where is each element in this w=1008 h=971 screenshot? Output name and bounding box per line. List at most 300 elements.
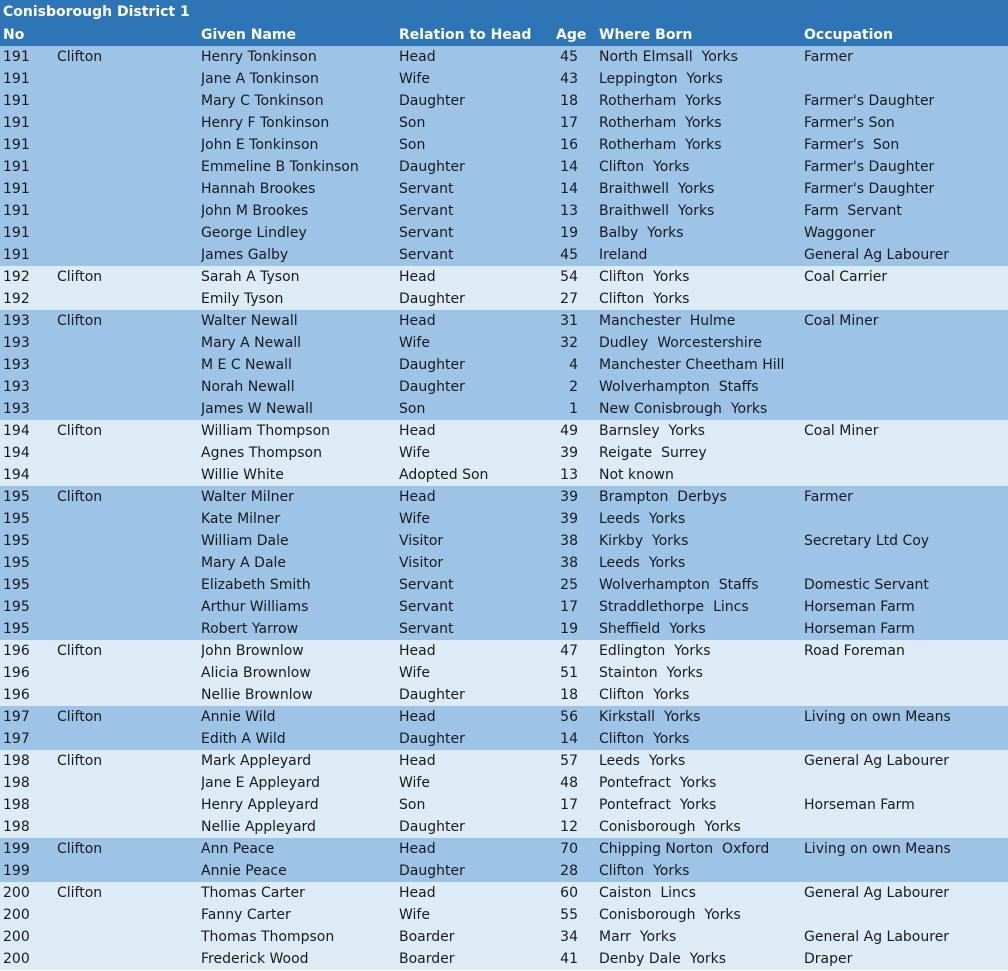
cell-occupation: Farmer's Daughter xyxy=(804,159,935,175)
cell-occupation: Living on own Means xyxy=(804,841,951,857)
cell-relation: Daughter xyxy=(399,863,465,879)
cell-place xyxy=(57,68,197,90)
cell-given-name: Henry F Tonkinson xyxy=(201,115,330,131)
cell-age: 4 xyxy=(569,357,578,373)
cell-age: 18 xyxy=(560,687,578,703)
cell-occupation xyxy=(804,442,1008,464)
cell-relation: Boarder xyxy=(399,951,455,967)
cell-where-born: Clifton Yorks xyxy=(599,159,690,175)
cell-no: 196 xyxy=(3,665,30,681)
cell-place xyxy=(57,288,197,310)
cell-place xyxy=(57,178,197,200)
cell-given-name: Annie Peace xyxy=(201,863,287,879)
cell-age: 25 xyxy=(560,577,578,593)
table-row xyxy=(0,816,1008,838)
cell-occupation xyxy=(804,398,1008,420)
cell-relation: Head xyxy=(399,49,436,65)
cell-place: Clifton xyxy=(57,49,103,65)
cell-where-born: Ireland xyxy=(599,247,648,263)
cell-no: 196 xyxy=(3,687,30,703)
cell-occupation xyxy=(804,288,1008,310)
cell-place: Clifton xyxy=(57,423,103,439)
cell-age: 43 xyxy=(560,71,578,87)
table-row xyxy=(0,178,1008,200)
cell-occupation: Farmer's Daughter xyxy=(804,181,935,197)
cell-occupation: Coal Miner xyxy=(804,313,879,329)
cell-occupation xyxy=(804,904,1008,926)
table-row xyxy=(0,552,1008,574)
cell-no: 195 xyxy=(3,555,30,571)
cell-given-name: Ann Peace xyxy=(201,841,275,857)
cell-relation: Daughter xyxy=(399,687,465,703)
cell-occupation: Coal Miner xyxy=(804,423,879,439)
cell-occupation: Farmer's Son xyxy=(804,137,900,153)
cell-no: 193 xyxy=(3,401,30,417)
table-row xyxy=(0,882,1008,904)
cell-relation: Servant xyxy=(399,247,454,263)
cell-place xyxy=(57,728,197,750)
cell-age: 47 xyxy=(560,643,578,659)
cell-place xyxy=(57,200,197,222)
cell-given-name: Alicia Brownlow xyxy=(201,665,311,681)
cell-given-name: Walter Milner xyxy=(201,489,294,505)
cell-place xyxy=(57,574,197,596)
table-row xyxy=(0,728,1008,750)
cell-where-born: Leeds Yorks xyxy=(599,555,686,571)
cell-place xyxy=(57,904,197,926)
cell-where-born: Balby Yorks xyxy=(599,225,684,241)
cell-no: 195 xyxy=(3,489,30,505)
cell-where-born: Wolverhampton Staffs xyxy=(599,379,759,395)
cell-occupation: General Ag Labourer xyxy=(804,753,950,769)
cell-no: 197 xyxy=(3,731,30,747)
cell-given-name: Arthur Williams xyxy=(201,599,309,615)
cell-no: 191 xyxy=(3,247,30,263)
cell-age: 13 xyxy=(560,467,578,483)
cell-relation: Wife xyxy=(399,335,430,351)
cell-occupation: Living on own Means xyxy=(804,709,951,725)
cell-where-born: Clifton Yorks xyxy=(599,731,690,747)
cell-no: 198 xyxy=(3,797,30,813)
cell-where-born: Pontefract Yorks xyxy=(599,775,717,791)
header-where-born: Where Born xyxy=(599,27,693,43)
cell-occupation xyxy=(804,508,1008,530)
table-row xyxy=(0,926,1008,948)
table-row xyxy=(0,750,1008,772)
cell-no: 191 xyxy=(3,203,30,219)
cell-where-born: Edlington Yorks xyxy=(599,643,711,659)
cell-relation: Wife xyxy=(399,775,430,791)
table-row xyxy=(0,46,1008,68)
cell-no: 195 xyxy=(3,621,30,637)
cell-place xyxy=(57,772,197,794)
cell-place: Clifton xyxy=(57,489,103,505)
cell-no: 192 xyxy=(3,291,30,307)
cell-relation: Daughter xyxy=(399,93,465,109)
cell-no: 191 xyxy=(3,49,30,65)
cell-occupation: Horseman Farm xyxy=(804,797,915,813)
cell-occupation: Farmer's Son xyxy=(804,115,895,131)
cell-age: 19 xyxy=(560,225,578,241)
cell-no: 191 xyxy=(3,181,30,197)
cell-no: 195 xyxy=(3,511,30,527)
cell-age: 54 xyxy=(560,269,578,285)
cell-place xyxy=(57,596,197,618)
cell-occupation: Coal Carrier xyxy=(804,269,888,285)
cell-relation: Wife xyxy=(399,907,430,923)
cell-age: 56 xyxy=(560,709,578,725)
cell-age: 34 xyxy=(560,929,578,945)
cell-given-name: Kate Milner xyxy=(201,511,281,527)
cell-given-name: James W Newall xyxy=(201,401,313,417)
cell-age: 41 xyxy=(560,951,578,967)
table-row xyxy=(0,112,1008,134)
cell-relation: Head xyxy=(399,643,436,659)
cell-where-born: North Elmsall Yorks xyxy=(599,49,738,65)
cell-where-born: Braithwell Yorks xyxy=(599,203,715,219)
cell-where-born: Stainton Yorks xyxy=(599,665,703,681)
cell-relation: Servant xyxy=(399,621,454,637)
cell-place xyxy=(57,508,197,530)
cell-occupation xyxy=(804,772,1008,794)
cell-place xyxy=(57,464,197,486)
cell-given-name: Fanny Carter xyxy=(201,907,291,923)
cell-no: 191 xyxy=(3,93,30,109)
cell-given-name: George Lindley xyxy=(201,225,307,241)
cell-no: 200 xyxy=(3,951,30,967)
cell-occupation xyxy=(804,816,1008,838)
cell-relation: Daughter xyxy=(399,819,465,835)
cell-where-born: Manchester Cheetham Hill xyxy=(599,357,785,373)
cell-relation: Visitor xyxy=(399,555,444,571)
cell-relation: Adopted Son xyxy=(399,467,489,483)
cell-relation: Daughter xyxy=(399,291,465,307)
table-row xyxy=(0,904,1008,926)
cell-occupation: Waggoner xyxy=(804,225,876,241)
cell-no: 194 xyxy=(3,467,30,483)
cell-place: Clifton xyxy=(57,643,103,659)
table-row xyxy=(0,156,1008,178)
cell-place xyxy=(57,332,197,354)
cell-no: 195 xyxy=(3,533,30,549)
cell-relation: Servant xyxy=(399,203,454,219)
cell-given-name: Annie Wild xyxy=(201,709,276,725)
cell-no: 198 xyxy=(3,775,30,791)
cell-place xyxy=(57,244,197,266)
cell-age: 45 xyxy=(560,49,578,65)
cell-relation: Wife xyxy=(399,71,430,87)
header-given-name: Given Name xyxy=(201,27,296,43)
cell-age: 17 xyxy=(560,797,578,813)
cell-occupation: General Ag Labourer xyxy=(804,929,950,945)
cell-relation: Head xyxy=(399,709,436,725)
cell-where-born: Manchester Hulme xyxy=(599,313,736,329)
cell-age: 12 xyxy=(560,819,578,835)
cell-age: 70 xyxy=(560,841,578,857)
cell-age: 27 xyxy=(560,291,578,307)
cell-where-born: Dudley Worcestershire xyxy=(599,335,762,351)
cell-place xyxy=(57,112,197,134)
cell-no: 198 xyxy=(3,819,30,835)
cell-where-born: Chipping Norton Oxford xyxy=(599,841,770,857)
cell-no: 200 xyxy=(3,885,30,901)
cell-given-name: Sarah A Tyson xyxy=(201,269,300,285)
cell-where-born: Conisborough Yorks xyxy=(599,819,741,835)
cell-given-name: Robert Yarrow xyxy=(201,621,299,637)
table-row xyxy=(0,772,1008,794)
cell-no: 191 xyxy=(3,115,30,131)
cell-given-name: Mary A Newall xyxy=(201,335,302,351)
cell-where-born: Straddlethorpe Lincs xyxy=(599,599,749,615)
table-row xyxy=(0,838,1008,860)
cell-where-born: Clifton Yorks xyxy=(599,687,690,703)
cell-no: 197 xyxy=(3,709,30,725)
cell-given-name: Agnes Thompson xyxy=(201,445,322,461)
cell-where-born: Leppington Yorks xyxy=(599,71,723,87)
cell-no: 196 xyxy=(3,643,30,659)
cell-given-name: Edith A Wild xyxy=(201,731,286,747)
cell-given-name: William Thompson xyxy=(201,423,331,439)
cell-place xyxy=(57,816,197,838)
cell-occupation: Horseman Farm xyxy=(804,599,915,615)
cell-given-name: Mark Appleyard xyxy=(201,753,312,769)
table-row xyxy=(0,530,1008,552)
table-row xyxy=(0,354,1008,376)
column-header-row xyxy=(0,24,1008,46)
cell-given-name: Henry Tonkinson xyxy=(201,49,317,65)
cell-age: 32 xyxy=(560,335,578,351)
cell-given-name: Mary A Dale xyxy=(201,555,287,571)
cell-given-name: Norah Newall xyxy=(201,379,295,395)
cell-age: 17 xyxy=(560,599,578,615)
cell-given-name: Thomas Thompson xyxy=(201,929,335,945)
cell-occupation: Farmer xyxy=(804,489,853,505)
cell-given-name: M E C Newall xyxy=(201,357,292,373)
cell-age: 17 xyxy=(560,115,578,131)
cell-no: 193 xyxy=(3,313,30,329)
cell-relation: Daughter xyxy=(399,379,465,395)
cell-where-born: Reigate Surrey xyxy=(599,445,707,461)
cell-where-born: Clifton Yorks xyxy=(599,863,690,879)
cell-where-born: Conisborough Yorks xyxy=(599,907,741,923)
table-row xyxy=(0,90,1008,112)
cell-place xyxy=(57,530,197,552)
cell-age: 57 xyxy=(560,753,578,769)
table-row xyxy=(0,134,1008,156)
cell-given-name: John E Tonkinson xyxy=(201,137,319,153)
cell-relation: Head xyxy=(399,423,436,439)
cell-where-born: Kirkby Yorks xyxy=(599,533,689,549)
cell-no: 193 xyxy=(3,357,30,373)
table-row xyxy=(0,860,1008,882)
cell-place: Clifton xyxy=(57,753,103,769)
table-row xyxy=(0,486,1008,508)
cell-where-born: Marr Yorks xyxy=(599,929,677,945)
cell-relation: Son xyxy=(399,797,426,813)
cell-age: 39 xyxy=(560,445,578,461)
table-row xyxy=(0,596,1008,618)
cell-relation: Wife xyxy=(399,665,430,681)
table-row xyxy=(0,464,1008,486)
cell-no: 199 xyxy=(3,841,30,857)
table-row xyxy=(0,310,1008,332)
table-row xyxy=(0,640,1008,662)
cell-relation: Visitor xyxy=(399,533,444,549)
cell-where-born: Braithwell Yorks xyxy=(599,181,715,197)
cell-place xyxy=(57,926,197,948)
cell-occupation: Domestic Servant xyxy=(804,577,929,593)
table-row xyxy=(0,574,1008,596)
cell-no: 191 xyxy=(3,225,30,241)
table-row xyxy=(0,948,1008,970)
table-row xyxy=(0,794,1008,816)
cell-place xyxy=(57,618,197,640)
cell-age: 14 xyxy=(560,159,578,175)
cell-no: 193 xyxy=(3,379,30,395)
cell-age: 45 xyxy=(560,247,578,263)
cell-given-name: Henry Appleyard xyxy=(201,797,319,813)
header-age: Age xyxy=(556,27,586,43)
cell-occupation: Farmer's Daughter xyxy=(804,93,935,109)
table-row xyxy=(0,662,1008,684)
cell-where-born: Sheffield Yorks xyxy=(599,621,706,637)
cell-place xyxy=(57,376,197,398)
cell-no: 199 xyxy=(3,863,30,879)
cell-no: 193 xyxy=(3,335,30,351)
table-body xyxy=(0,46,1008,970)
cell-occupation: General Ag Labourer xyxy=(804,885,950,901)
table-row xyxy=(0,266,1008,288)
cell-no: 200 xyxy=(3,907,30,923)
cell-given-name: Willie White xyxy=(201,467,284,483)
cell-where-born: Rotherham Yorks xyxy=(599,137,722,153)
table-row xyxy=(0,442,1008,464)
cell-place xyxy=(57,354,197,376)
cell-given-name: Mary C Tonkinson xyxy=(201,93,324,109)
cell-occupation: Farmer xyxy=(804,49,853,65)
cell-where-born: Leeds Yorks xyxy=(599,511,686,527)
table-row xyxy=(0,288,1008,310)
cell-given-name: William Dale xyxy=(201,533,289,549)
header-relation: Relation to Head xyxy=(399,27,532,43)
cell-relation: Wife xyxy=(399,445,430,461)
cell-no: 191 xyxy=(3,137,30,153)
cell-place xyxy=(57,90,197,112)
table-row xyxy=(0,376,1008,398)
cell-no: 198 xyxy=(3,753,30,769)
cell-relation: Servant xyxy=(399,577,454,593)
cell-where-born: Denby Dale Yorks xyxy=(599,951,727,967)
cell-place: Clifton xyxy=(57,885,103,901)
table-row xyxy=(0,398,1008,420)
cell-occupation xyxy=(804,354,1008,376)
cell-relation: Servant xyxy=(399,599,454,615)
cell-where-born: Barnsley Yorks xyxy=(599,423,705,439)
cell-age: 60 xyxy=(560,885,578,901)
cell-given-name: Nellie Brownlow xyxy=(201,687,313,703)
cell-age: 49 xyxy=(560,423,578,439)
cell-given-name: John Brownlow xyxy=(201,643,304,659)
cell-where-born: Pontefract Yorks xyxy=(599,797,717,813)
cell-relation: Servant xyxy=(399,225,454,241)
cell-relation: Wife xyxy=(399,511,430,527)
cell-given-name: Walter Newall xyxy=(201,313,298,329)
table-row xyxy=(0,332,1008,354)
table-row xyxy=(0,244,1008,266)
cell-given-name: Frederick Wood xyxy=(201,951,309,967)
cell-where-born: Rotherham Yorks xyxy=(599,115,722,131)
table-row xyxy=(0,200,1008,222)
cell-occupation: General Ag Labourer xyxy=(804,247,950,263)
cell-given-name: Emily Tyson xyxy=(201,291,284,307)
cell-age: 16 xyxy=(560,137,578,153)
cell-age: 31 xyxy=(560,313,578,329)
cell-place xyxy=(57,662,197,684)
cell-no: 191 xyxy=(3,159,30,175)
cell-relation: Head xyxy=(399,885,436,901)
cell-occupation xyxy=(804,332,1008,354)
cell-relation: Boarder xyxy=(399,929,455,945)
cell-where-born: Clifton Yorks xyxy=(599,291,690,307)
cell-where-born: New Conisbrough Yorks xyxy=(599,401,768,417)
cell-age: 14 xyxy=(560,731,578,747)
cell-occupation xyxy=(804,464,1008,486)
cell-age: 38 xyxy=(560,555,578,571)
cell-given-name: James Galby xyxy=(201,247,289,263)
cell-place xyxy=(57,398,197,420)
cell-place: Clifton xyxy=(57,269,103,285)
table-row xyxy=(0,420,1008,442)
cell-given-name: John M Brookes xyxy=(201,203,309,219)
header-occupation: Occupation xyxy=(804,27,894,43)
cell-occupation: Draper xyxy=(804,951,853,967)
cell-age: 14 xyxy=(560,181,578,197)
cell-no: 192 xyxy=(3,269,30,285)
cell-age: 28 xyxy=(560,863,578,879)
cell-relation: Head xyxy=(399,269,436,285)
cell-occupation: Secretary Ltd Coy xyxy=(804,533,930,549)
table-row xyxy=(0,508,1008,530)
cell-relation: Servant xyxy=(399,181,454,197)
cell-where-born: Not known xyxy=(599,467,674,483)
cell-occupation xyxy=(804,728,1008,750)
cell-where-born: Clifton Yorks xyxy=(599,269,690,285)
cell-given-name: Thomas Carter xyxy=(201,885,305,901)
table-row xyxy=(0,706,1008,728)
cell-occupation xyxy=(804,662,1008,684)
cell-age: 1 xyxy=(569,401,578,417)
cell-given-name: Jane E Appleyard xyxy=(201,775,321,791)
cell-age: 55 xyxy=(560,907,578,923)
cell-relation: Head xyxy=(399,753,436,769)
cell-place xyxy=(57,156,197,178)
cell-age: 39 xyxy=(560,511,578,527)
cell-relation: Head xyxy=(399,841,436,857)
cell-age: 19 xyxy=(560,621,578,637)
cell-where-born: Kirkstall Yorks xyxy=(599,709,701,725)
table-row xyxy=(0,684,1008,706)
cell-relation: Daughter xyxy=(399,159,465,175)
cell-relation: Son xyxy=(399,137,426,153)
cell-place xyxy=(57,134,197,156)
cell-occupation: Farm Servant xyxy=(804,203,902,219)
table-row xyxy=(0,68,1008,90)
header-no: No xyxy=(3,27,25,43)
cell-occupation xyxy=(804,684,1008,706)
cell-occupation xyxy=(804,552,1008,574)
cell-where-born: Brampton Derbys xyxy=(599,489,727,505)
cell-given-name: Jane A Tonkinson xyxy=(201,71,319,87)
